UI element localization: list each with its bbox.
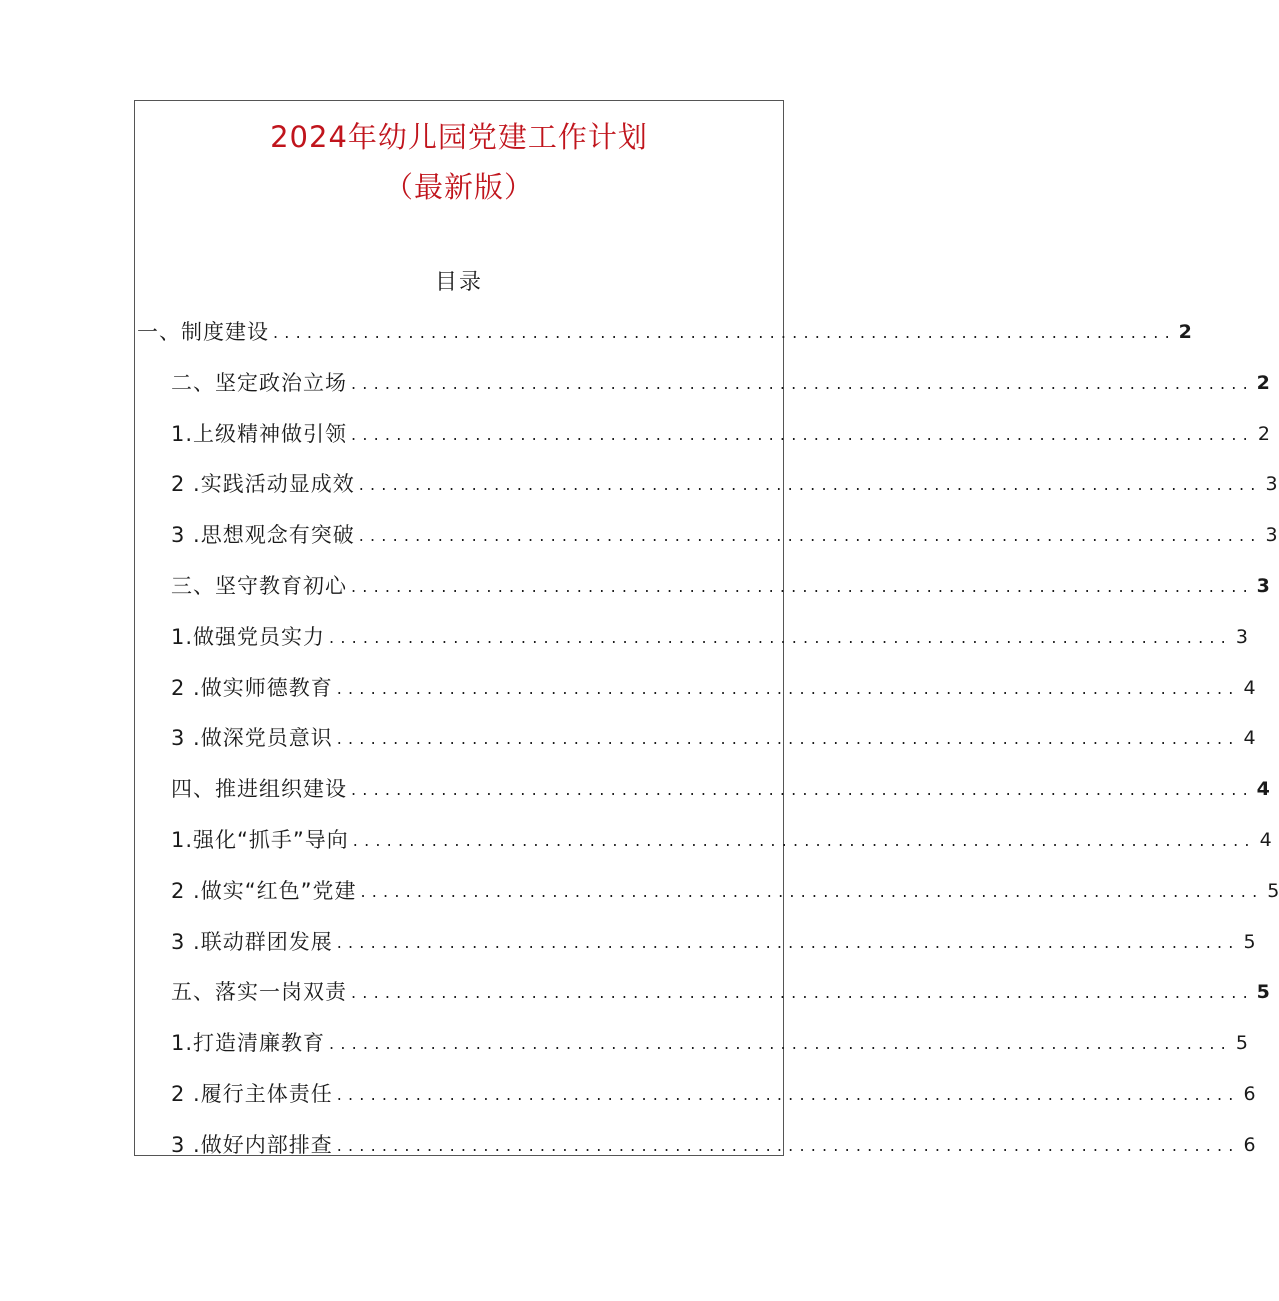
- toc-entry-page: 4: [1259, 829, 1272, 851]
- toc-entry-title: 3 .做深党员意识: [171, 726, 333, 750]
- toc-entry-title: 2 .实践活动显成效: [171, 472, 355, 496]
- toc-leader-dots: ................................................................................: [329, 1034, 1232, 1053]
- toc-entry[interactable]: [171, 973, 1270, 1007]
- toc-entry-title: 2 .履行主体责任: [171, 1082, 333, 1106]
- toc-entry-title: 3 .做好内部排查: [171, 1133, 333, 1157]
- toc-entry-title: 一、制度建设: [137, 320, 269, 344]
- toc-entry[interactable]: [137, 313, 1192, 347]
- toc-entry[interactable]: [171, 567, 1270, 601]
- toc-entry-page: 6: [1243, 1083, 1256, 1105]
- toc-leader-dots: ................................................................................: [351, 425, 1254, 444]
- toc-entry-title: 3 .思想观念有突破: [171, 523, 355, 547]
- toc-entry-page: 4: [1256, 778, 1270, 800]
- toc-heading: 目录: [434, 270, 483, 295]
- document-title: 2024年幼儿园党建工作计划: [270, 120, 648, 154]
- toc-entry-page: 6: [1243, 1134, 1256, 1156]
- toc-entry-title: 2 .做实“红色”党建: [171, 879, 357, 903]
- toc-leader-dots: ................................................................................: [360, 882, 1264, 901]
- toc-entry-title: 四、推进组织建设: [171, 777, 347, 801]
- toc-entry-page: 3: [1265, 524, 1278, 546]
- toc-leader-dots: ................................................................................: [336, 1136, 1240, 1155]
- toc-leader-dots: ................................................................................: [273, 323, 1176, 342]
- toc-leader-dots: ................................................................................: [336, 1085, 1240, 1104]
- toc-leader-dots: ................................................................................: [351, 577, 1254, 596]
- toc-entry-page: 4: [1243, 727, 1256, 749]
- toc-entry[interactable]: [171, 669, 1256, 703]
- toc-entry[interactable]: [171, 516, 1278, 550]
- toc-entry[interactable]: [171, 821, 1272, 855]
- toc-entry[interactable]: [171, 923, 1256, 957]
- toc-entry-page: 5: [1235, 1032, 1248, 1054]
- toc-leader-dots: ................................................................................: [336, 729, 1240, 748]
- toc-entry[interactable]: [171, 465, 1278, 499]
- toc-leader-dots: ................................................................................: [358, 526, 1262, 545]
- toc-entry-title: 五、落实一岗双责: [171, 980, 347, 1004]
- toc-entry[interactable]: [171, 618, 1248, 652]
- toc-entry[interactable]: [171, 872, 1279, 906]
- toc-entry-page: 5: [1256, 981, 1270, 1003]
- toc-leader-dots: ................................................................................: [351, 780, 1254, 799]
- document-subtitle: （最新版）: [383, 170, 534, 204]
- toc-entry-page: 4: [1243, 677, 1256, 699]
- toc-leader-dots: ................................................................................: [329, 628, 1232, 647]
- toc-entry-page: 5: [1267, 880, 1279, 902]
- toc-entry-title: 2 .做实师德教育: [171, 676, 333, 700]
- toc-leader-dots: ................................................................................: [351, 983, 1254, 1002]
- toc-leader-dots: ................................................................................: [358, 475, 1262, 494]
- toc-entry-page: 3: [1265, 473, 1278, 495]
- toc-entry-page: 5: [1243, 931, 1256, 953]
- toc-leader-dots: ................................................................................: [352, 831, 1256, 850]
- toc-entry-title: 1.强化“抓手”导向: [171, 828, 349, 852]
- toc-leader-dots: ................................................................................: [336, 933, 1240, 952]
- toc-entry[interactable]: [171, 1126, 1256, 1160]
- toc-entry[interactable]: [171, 1075, 1256, 1109]
- toc-entry-title: 3 .联动群团发展: [171, 930, 333, 954]
- toc-entry-page: 3: [1235, 626, 1248, 648]
- toc-entry[interactable]: [171, 719, 1256, 753]
- document-frame: [134, 100, 1279, 1157]
- toc-leader-dots: ................................................................................: [351, 374, 1254, 393]
- toc-entry-title: 1.上级精神做引领: [171, 422, 348, 446]
- toc-entry-page: 2: [1257, 423, 1270, 445]
- toc-entry-title: 三、坚守教育初心: [171, 574, 347, 598]
- toc-entry-page: 2: [1256, 372, 1270, 394]
- toc-entry-title: 二、坚定政治立场: [171, 371, 347, 395]
- toc-leader-dots: ................................................................................: [336, 679, 1240, 698]
- toc-entry[interactable]: [171, 415, 1270, 449]
- toc-entry-page: 2: [1178, 321, 1192, 343]
- toc-entry[interactable]: [171, 364, 1270, 398]
- toc-entry-title: 1.做强党员实力: [171, 625, 326, 649]
- toc-entry-title: 1.打造清廉教育: [171, 1031, 326, 1055]
- toc-entry-page: 3: [1256, 575, 1270, 597]
- toc-entry[interactable]: [171, 770, 1270, 804]
- toc-entry[interactable]: [171, 1024, 1248, 1058]
